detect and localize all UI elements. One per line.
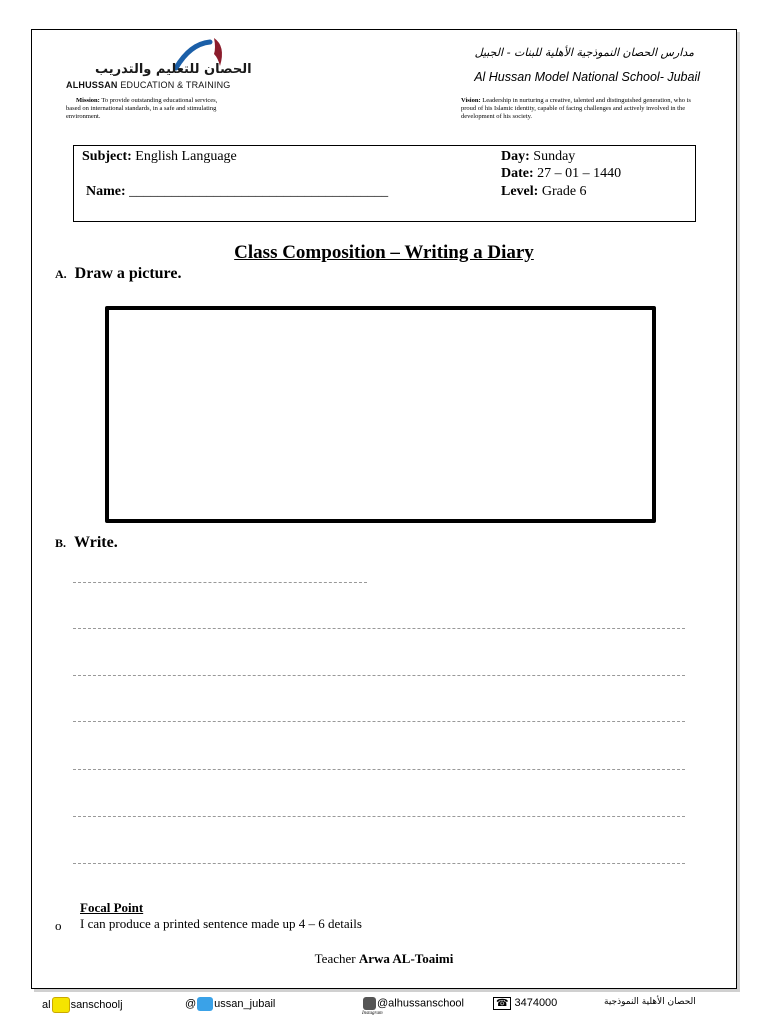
focal-point-item: I can produce a printed sentence made up 4 – 6 details (80, 916, 362, 931)
day-row (501, 149, 575, 165)
logo-subtitle: EDUCATION & TRAINING (120, 80, 231, 90)
footer-instagram (362, 997, 464, 1010)
logo-arabic-text: الحصان للتعليم والتدريب (95, 62, 252, 77)
section-b-heading (55, 534, 118, 552)
twitter-prefix: @ (185, 997, 197, 1010)
name-row (86, 184, 388, 200)
school-name-english: Al Hussan Model National School- Jubail (474, 70, 700, 84)
twitter-handle: ussan_jubail (214, 997, 276, 1010)
writing-line[interactable] (73, 769, 685, 770)
bullet-icon: o (55, 918, 62, 933)
footer-twitter (185, 997, 275, 1011)
section-b-label: Write. (74, 534, 118, 551)
footer-phone (493, 997, 557, 1010)
mission-statement (66, 97, 226, 121)
drawing-area[interactable] (105, 306, 656, 523)
logo-brand: ALHUSSAN (66, 80, 118, 90)
footer-arabic: الحصان الأهلية النموذجية (604, 997, 696, 1007)
subject-row (82, 149, 237, 165)
level-value: Grade 6 (541, 184, 587, 199)
writing-line[interactable] (73, 628, 685, 629)
date-value: 27 – 01 – 1440 (537, 166, 622, 181)
mission-text: To provide outstanding educational services, based on international standards, in a safe and stimulating environment. (66, 97, 218, 120)
snapchat-prefix: al (42, 998, 51, 1011)
writing-line[interactable] (73, 582, 367, 583)
instagram-caption: Instagram (362, 1011, 383, 1016)
teacher-name: Arwa AL-Toaimi (358, 951, 454, 966)
name-field[interactable]: _____________________________________ (129, 184, 389, 199)
name-label: Name: (86, 184, 126, 199)
snapchat-icon (52, 997, 70, 1013)
phone-number: 3474000 (514, 997, 558, 1009)
vision-label: Vision: (461, 97, 481, 104)
instagram-handle: @alhussanschool (377, 997, 464, 1010)
vision-statement (461, 97, 691, 121)
snapchat-handle: sanschoolj (70, 998, 123, 1011)
logo-english-text (66, 80, 231, 90)
writing-line[interactable] (73, 721, 685, 722)
school-name-arabic: مدارس الحصان النموذجية الأهلية للبنات - الجبيل (474, 46, 694, 59)
level-row (501, 184, 587, 200)
footer-snapchat (42, 997, 123, 1013)
teacher-prefix: Teacher (314, 951, 356, 966)
mission-label: Mission: (76, 97, 100, 104)
writing-line[interactable] (73, 863, 685, 864)
day-value: Sunday (533, 149, 576, 164)
level-label: Level: (501, 184, 539, 199)
instagram-icon (363, 997, 376, 1010)
subject-label: Subject: (82, 149, 132, 164)
focal-point-title: Focal Point (80, 900, 144, 915)
date-label: Date: (501, 166, 534, 181)
page-title (0, 242, 768, 264)
vision-text: Leadership in nurturing a creative, talented and distinguished generation, who is proud of his Islamic identity, capable of facing challenges and actively involved in the development of his society. (461, 97, 691, 120)
writing-line[interactable] (73, 816, 685, 817)
page-title-text: Class Composition – Writing a Diary (234, 242, 534, 263)
writing-line[interactable] (73, 675, 685, 676)
phone-icon: ☎ (493, 997, 511, 1010)
section-a-heading (55, 265, 181, 283)
subject-value: English Language (135, 149, 237, 164)
date-row (501, 166, 621, 182)
teacher-credit (0, 951, 768, 967)
day-label: Day: (501, 149, 530, 164)
section-b-letter: B. (55, 536, 67, 550)
section-a-letter: A. (55, 267, 67, 281)
twitter-icon (197, 997, 213, 1011)
section-a-label: Draw a picture. (74, 265, 182, 282)
